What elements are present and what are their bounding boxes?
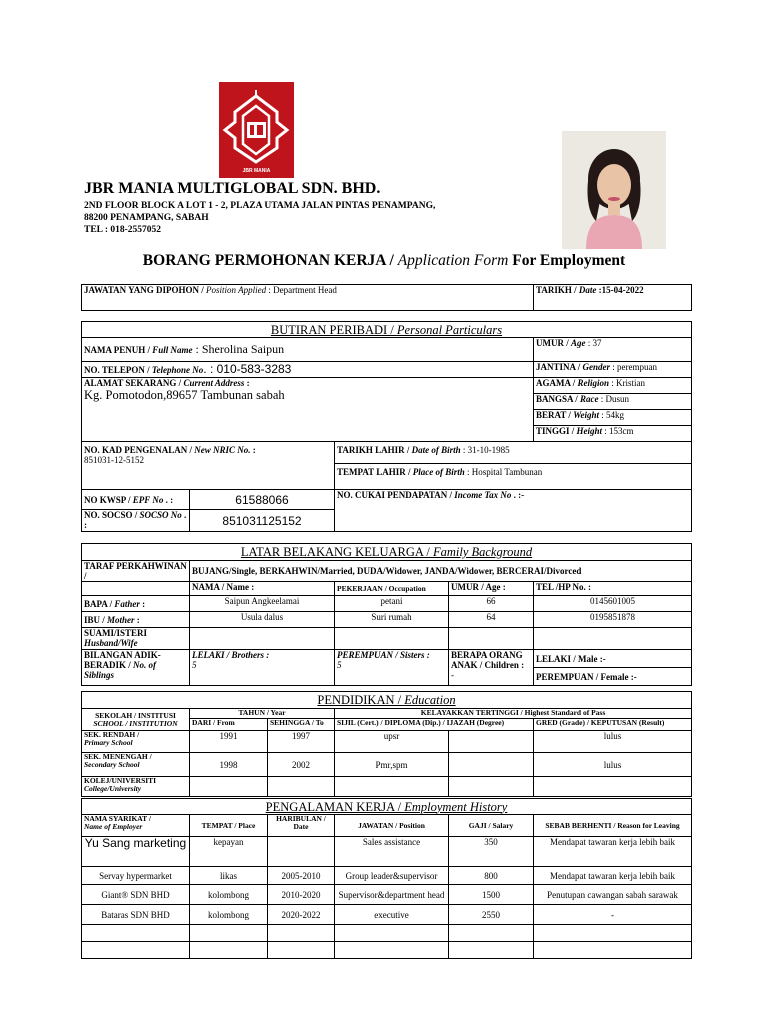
family-tel[interactable]: 0145601005 bbox=[534, 596, 692, 612]
emp-date[interactable]: 2010-2020 bbox=[268, 885, 335, 905]
col-position: JAWATAN / Position bbox=[335, 815, 449, 837]
edu-to[interactable]: 1997 bbox=[268, 731, 335, 753]
col-family-job: PEKERJAAN / Occupation bbox=[335, 582, 449, 596]
emp-salary[interactable]: 2550 bbox=[449, 905, 534, 925]
emp-position[interactable]: Sales assistance bbox=[335, 837, 449, 867]
company-tel: TEL : 018-2557052 bbox=[84, 225, 162, 235]
col-from: DARI / From bbox=[190, 719, 268, 731]
sisters-field[interactable]: PEREMPUAN / Sisters : 5 bbox=[335, 650, 449, 686]
employer[interactable]: Giant® SDN BHD bbox=[82, 885, 190, 905]
person-photo-icon bbox=[562, 131, 666, 249]
dob-field[interactable]: TARIKH LAHIR / Date of Birth : 31-10-1985 bbox=[335, 442, 692, 464]
children-male-field[interactable]: LELAKI / Male :- bbox=[534, 650, 692, 668]
emp-place[interactable]: kolombong bbox=[190, 885, 268, 905]
income-tax-field[interactable]: NO. CUKAI PENDAPATAN / Income Tax No . :- bbox=[335, 490, 692, 532]
edu-cert[interactable]: Pmr,spm bbox=[335, 753, 449, 777]
school-level: SEK. RENDAH / Primary School bbox=[82, 731, 190, 753]
emp-salary[interactable]: 800 bbox=[449, 867, 534, 885]
emp-place[interactable]: likas bbox=[190, 867, 268, 885]
employment-row bbox=[82, 837, 692, 867]
epf-field[interactable]: 61588066 bbox=[190, 490, 335, 510]
emp-salary[interactable] bbox=[449, 925, 534, 942]
edu-from[interactable]: 1998 bbox=[190, 753, 268, 777]
siblings-label: BILANGAN ADIK-BERADIK / No. of Siblings bbox=[82, 650, 190, 686]
family-heading: LATAR BELAKANG KELUARGA / Family Background bbox=[82, 544, 692, 561]
col-place: TEMPAT / Place bbox=[190, 815, 268, 837]
address-field[interactable]: ALAMAT SEKARANG / Current Address : Kg. Pomotodon,89657 Tambunan sabah bbox=[82, 378, 534, 442]
emp-date[interactable]: 2020-2022 bbox=[268, 905, 335, 925]
edu-cert[interactable] bbox=[335, 777, 449, 797]
col-reason: SEBAB BERHENTI / Reason for Leaving bbox=[534, 815, 692, 837]
col-employer: NAMA SYARIKAT / Name of Employer bbox=[82, 815, 190, 837]
jbr-logo-icon bbox=[219, 82, 294, 178]
family-name[interactable]: Saipun Angkeelamai bbox=[190, 596, 335, 612]
emp-date[interactable] bbox=[268, 837, 335, 867]
emp-position[interactable] bbox=[335, 942, 449, 959]
edu-grade[interactable]: lulus bbox=[534, 731, 692, 753]
children-female-field[interactable]: PEREMPUAN / Female :- bbox=[534, 668, 692, 686]
family-row-spouse bbox=[82, 628, 692, 650]
family-label: BAPA / Father : bbox=[82, 596, 190, 612]
family-row-mother bbox=[82, 612, 692, 628]
emp-position[interactable]: executive bbox=[335, 905, 449, 925]
education-row bbox=[82, 777, 692, 797]
brothers-field[interactable]: LELAKI / Brothers : 5 bbox=[190, 650, 335, 686]
col-family-age: UMUR / Age : bbox=[449, 582, 534, 596]
emp-salary[interactable] bbox=[449, 942, 534, 959]
epf-label: NO KWSP / EPF No . : bbox=[82, 490, 190, 510]
form-title-tail: For Employment bbox=[508, 252, 626, 269]
company-address-line1: 2ND FLOOR BLOCK A LOT 1 - 2, PLAZA UTAMA JALAN PINTAS PENAMPANG, bbox=[84, 201, 436, 211]
employer[interactable] bbox=[82, 925, 190, 942]
family-tel[interactable] bbox=[534, 628, 692, 650]
family-row-father bbox=[82, 596, 692, 612]
family-age[interactable] bbox=[449, 628, 534, 650]
nric-field[interactable]: NO. KAD PENGENALAN / New NRIC No. : 851031-12-5152 bbox=[82, 442, 335, 490]
family-name[interactable]: Usula dalus bbox=[190, 612, 335, 628]
age-field[interactable]: UMUR / Age : 37 bbox=[534, 338, 692, 362]
socso-field[interactable]: 851031125152 bbox=[190, 510, 335, 532]
children-field[interactable]: BERAPA ORANG ANAK / Children : - bbox=[449, 650, 534, 686]
family-name[interactable] bbox=[190, 628, 335, 650]
col-cert: SIJIL (Cert.) / DIPLOMA (Dip.) / IJAZAH (Degree) bbox=[335, 719, 534, 731]
education-row bbox=[82, 753, 692, 777]
emp-place[interactable] bbox=[190, 925, 268, 942]
gender-field[interactable]: JANTINA / Gender : perempuan bbox=[534, 362, 692, 378]
company-name: JBR MANIA MULTIGLOBAL SDN. BHD. bbox=[84, 180, 381, 197]
col-school: SEKOLAH / INSTITUSI SCHOOL / INSTITUTION bbox=[82, 709, 190, 731]
height-field[interactable]: TINGGI / Height : 153cm bbox=[534, 426, 692, 442]
edu-cert-extra[interactable] bbox=[449, 777, 534, 797]
application-date-field[interactable]: TARIKH / Date :15-04-2022 bbox=[534, 285, 692, 311]
form-title-en: Application Form bbox=[397, 252, 509, 269]
family-age[interactable]: 66 bbox=[449, 596, 534, 612]
edu-from[interactable]: 1991 bbox=[190, 731, 268, 753]
employer[interactable] bbox=[82, 942, 190, 959]
employment-row bbox=[82, 925, 692, 942]
edu-grade[interactable]: lulus bbox=[534, 753, 692, 777]
col-to: SEHINGGA / To bbox=[268, 719, 335, 731]
pob-field[interactable]: TEMPAT LAHIR / Place of Birth : Hospital Tambunan bbox=[335, 464, 692, 490]
family-table bbox=[81, 543, 692, 686]
family-label: IBU / Mother : bbox=[82, 612, 190, 628]
edu-to[interactable]: 2002 bbox=[268, 753, 335, 777]
employment-row bbox=[82, 942, 692, 959]
emp-position[interactable] bbox=[335, 925, 449, 942]
school-level: KOLEJ/UNIVERSITI College/University bbox=[82, 777, 190, 797]
personal-heading: BUTIRAN PERIBADI / Personal Particulars bbox=[82, 322, 692, 338]
emp-place[interactable]: kolombong bbox=[190, 905, 268, 925]
company-address-line2: 88200 PENAMPANG, SABAH bbox=[84, 213, 209, 223]
emp-salary[interactable]: 1500 bbox=[449, 885, 534, 905]
col-grade: GRED (Grade) / KEPUTUSAN (Result) bbox=[534, 719, 692, 731]
fullname-field[interactable]: NAMA PENUH / Full Name : Sherolina Saipun bbox=[82, 338, 534, 362]
col-qualification: KELAYAKKAN TERTINGGI / Highest Standard of Pass bbox=[335, 709, 692, 719]
applicant-photo bbox=[562, 131, 666, 249]
emp-date[interactable] bbox=[268, 925, 335, 942]
employment-table bbox=[81, 798, 692, 959]
phone-field[interactable]: NO. TELEPON / Telephone No. : 010-583-3283 bbox=[82, 362, 534, 378]
edu-from[interactable] bbox=[190, 777, 268, 797]
employer[interactable]: Yu Sang marketing bbox=[82, 837, 190, 867]
emp-date[interactable] bbox=[268, 942, 335, 959]
religion-field[interactable]: AGAMA / Religion : Kristian bbox=[534, 378, 692, 394]
form-title bbox=[0, 252, 768, 270]
family-age[interactable]: 64 bbox=[449, 612, 534, 628]
family-header-blank bbox=[82, 582, 190, 596]
marital-options[interactable]: BUJANG/Single, BERKAHWIN/Married, DUDA/Widower, JANDA/Widower, BERCERAI/Divorced bbox=[190, 561, 692, 582]
edu-cert-extra[interactable] bbox=[449, 753, 534, 777]
col-dates: HARIBULAN / Date bbox=[268, 815, 335, 837]
logo-caption: JBR MANIA bbox=[242, 168, 271, 174]
edu-to[interactable] bbox=[268, 777, 335, 797]
employment-row bbox=[82, 867, 692, 885]
employer[interactable]: Bataras SDN BHD bbox=[82, 905, 190, 925]
col-family-tel: TEL /HP No. : bbox=[534, 582, 692, 596]
emp-position[interactable]: Supervisor&department head bbox=[335, 885, 449, 905]
emp-place[interactable] bbox=[190, 942, 268, 959]
emp-date[interactable]: 2005-2010 bbox=[268, 867, 335, 885]
emp-position[interactable]: Group leader&supervisor bbox=[335, 867, 449, 885]
emp-reason[interactable]: Mendapat tawaran kerja lebih baik bbox=[534, 837, 692, 867]
employment-row bbox=[82, 885, 692, 905]
employer[interactable]: Servay hypermarket bbox=[82, 867, 190, 885]
socso-label: NO. SOCSO / SOCSO No . : bbox=[82, 510, 190, 532]
col-salary: GAJI / Salary bbox=[449, 815, 534, 837]
school-level: SEK. MENENGAH / Secondary School bbox=[82, 753, 190, 777]
emp-place[interactable]: kepayan bbox=[190, 837, 268, 867]
employment-row bbox=[82, 905, 692, 925]
education-row bbox=[82, 731, 692, 753]
marital-label: TARAF PERKAHWINAN / bbox=[82, 561, 190, 582]
family-job[interactable]: Suri rumah bbox=[335, 612, 449, 628]
race-field[interactable]: BANGSA / Race : Dusun bbox=[534, 394, 692, 410]
family-job[interactable]: petani bbox=[335, 596, 449, 612]
col-family-name: NAMA / Name : bbox=[190, 582, 335, 596]
emp-salary[interactable]: 350 bbox=[449, 837, 534, 867]
education-heading: PENDIDIKAN / Education bbox=[82, 692, 692, 709]
education-table bbox=[81, 691, 692, 797]
company-logo bbox=[219, 82, 294, 178]
edu-cert-extra[interactable] bbox=[449, 731, 534, 753]
position-applied-field[interactable]: JAWATAN YANG DIPOHON / Position Applied : Department Head bbox=[82, 285, 534, 311]
emp-reason[interactable] bbox=[534, 942, 692, 959]
emp-reason[interactable]: - bbox=[534, 905, 692, 925]
emp-reason[interactable]: Penutupan cawangan sabah sarawak bbox=[534, 885, 692, 905]
position-table bbox=[81, 284, 692, 311]
family-job[interactable] bbox=[335, 628, 449, 650]
emp-reason[interactable] bbox=[534, 925, 692, 942]
family-label: SUAMI/ISTERI Husband/Wife bbox=[82, 628, 190, 650]
edu-grade[interactable] bbox=[534, 777, 692, 797]
personal-table bbox=[81, 321, 692, 532]
family-tel[interactable]: 0195851878 bbox=[534, 612, 692, 628]
employment-heading: PENGALAMAN KERJA / Employment History bbox=[82, 799, 692, 815]
col-year: TAHUN / Year bbox=[190, 709, 335, 719]
emp-reason[interactable]: Mendapat tawaran kerja lebih baik bbox=[534, 867, 692, 885]
form-title-ms: BORANG PERMOHONAN KERJA / bbox=[142, 252, 398, 269]
edu-cert[interactable]: upsr bbox=[335, 731, 449, 753]
weight-field[interactable]: BERAT / Weight : 54kg bbox=[534, 410, 692, 426]
